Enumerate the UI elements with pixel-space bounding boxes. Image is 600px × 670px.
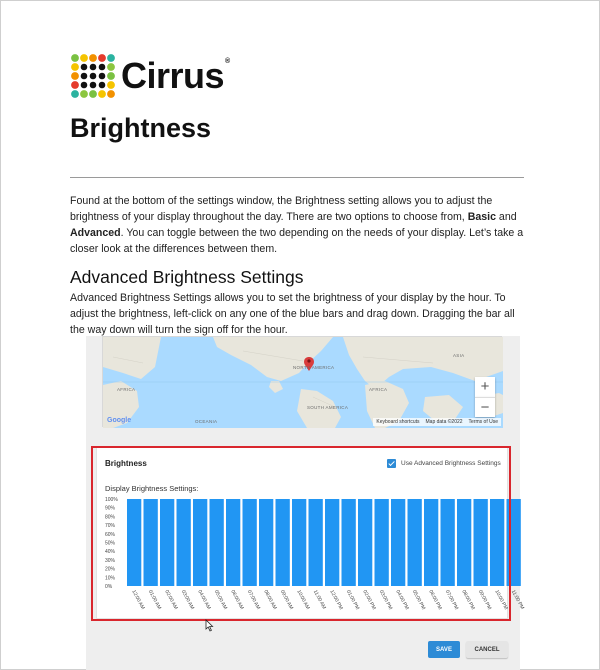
logo-dot [99, 73, 106, 80]
page-title: Brightness [70, 113, 212, 143]
keyboard-shortcuts-link[interactable]: Keyboard shortcuts [376, 419, 420, 425]
map-label: ASIA [453, 353, 465, 358]
x-tick-label: 11:00 PM [509, 589, 526, 611]
map-data-text: Map data ©2022 [425, 419, 463, 425]
y-tick-label: 100% [105, 497, 118, 503]
logo-dot [89, 90, 97, 98]
x-tick-label: 04:00 AM [196, 589, 212, 611]
logo-dot [89, 54, 97, 62]
map-canvas [103, 337, 503, 428]
checkbox-label[interactable]: Use Advanced Brightness Settings [401, 460, 501, 467]
map-footer [373, 418, 501, 426]
y-tick-label: 40% [105, 549, 116, 556]
map-label: NORTH AMERICA [293, 365, 335, 370]
x-tick-label: 07:00 PM [443, 589, 460, 611]
logo-dot [71, 63, 79, 71]
logo-dot [71, 54, 79, 62]
map-label: SOUTH AMERICA [307, 405, 349, 410]
x-tick-label: 01:00 AM [146, 589, 163, 611]
x-tick-label: 02:00 AM [163, 589, 179, 611]
map[interactable] [102, 336, 502, 427]
logo-dot [80, 54, 88, 62]
save-button[interactable]: SAVE [428, 641, 460, 658]
y-tick-label: 70% [105, 523, 116, 530]
x-tick-label: 12:00 AM [130, 589, 146, 611]
google-logo: Google [107, 417, 132, 424]
panel-title: Brightness [105, 459, 147, 468]
intro-paragraph: Found at the bottom of the settings window, the Brightness setting allows you to adjust the brightness of your display throughout the day. There are two options to choose from, Basic and Advanced. You can toggle between the two depending on the needs of your display. Let’s take a closer look at the differences between them. [70, 195, 524, 255]
x-tick-label: 04:00 PM [394, 589, 410, 611]
divider [70, 177, 524, 178]
x-tick-label: 10:00 AM [295, 589, 311, 611]
zoom-in-button[interactable]: + [475, 377, 495, 397]
x-tick-label: 10:00 PM [493, 589, 509, 611]
x-tick-label: 03:00 PM [377, 589, 394, 611]
y-tick-label: 30% [105, 557, 116, 564]
x-tick-label: 02:00 PM [361, 589, 377, 611]
y-tick-label: 50% [105, 540, 116, 547]
logo-dot [99, 64, 106, 71]
logo-dot [98, 54, 106, 62]
logo-dot [107, 90, 115, 98]
logo-dot [71, 81, 79, 89]
y-tick-label: 90% [105, 505, 116, 512]
x-tick-label: 09:00 AM [278, 589, 295, 611]
map-label: AFRICA [117, 387, 136, 392]
section-body: Advanced Brightness Settings allows you to set the brightness of your display by the hour. To adjust the brightness, left-click on any one of the blue bars and drag down. Dragging the bar all the way down will turn the sign off for the hour. [70, 292, 515, 336]
map-label: OCEANIA [195, 419, 218, 424]
logo-dot [107, 54, 115, 62]
y-tick-label: 0% [105, 584, 113, 590]
x-tick-label: 03:00 AM [179, 589, 196, 611]
x-tick-label: 12:00 PM [328, 589, 344, 611]
chart-subhead: Display Brightness Settings: [105, 484, 199, 493]
terms-link[interactable]: Terms of Use [468, 419, 498, 425]
map-label: AFRICA [369, 387, 388, 392]
x-tick-label: 07:00 AM [245, 589, 262, 611]
cirrus-logo-icon [70, 53, 116, 99]
logo-dot [81, 82, 88, 89]
zoom-out-button[interactable]: − [475, 397, 495, 417]
logo-dot [81, 64, 88, 71]
logo-dot [99, 82, 106, 89]
logo-dot [107, 81, 115, 89]
logo-dot [98, 90, 106, 98]
logo-dot [107, 63, 115, 71]
y-tick-label: 10% [105, 575, 116, 582]
x-tick-label: 11:00 AM [311, 589, 327, 611]
x-tick-label: 05:00 PM [410, 589, 427, 611]
logo-dot [90, 64, 97, 71]
x-tick-label: 05:00 AM [212, 589, 229, 611]
x-tick-label: 08:00 AM [262, 589, 278, 611]
section-heading: Advanced Brightness Settings [70, 267, 304, 287]
y-tick-label: 80% [105, 514, 116, 521]
logo-dot [80, 90, 88, 98]
logo-text: Cirrus® [121, 55, 230, 96]
highlight-box [91, 446, 511, 621]
mouse-cursor-icon [205, 619, 214, 632]
cancel-button[interactable]: CANCEL [466, 641, 508, 658]
logo-dot [90, 82, 97, 89]
x-tick-label: 01:00 PM [344, 589, 361, 611]
settings-screenshot [86, 336, 526, 670]
y-tick-label: 60% [105, 531, 116, 538]
x-tick-label: 06:00 PM [427, 589, 443, 611]
logo-dot [71, 72, 79, 80]
cirrus-logo [70, 54, 230, 98]
y-tick-label: 20% [105, 566, 116, 573]
logo-dot [81, 73, 88, 80]
logo-dot [90, 73, 97, 80]
logo-dot [107, 72, 115, 80]
x-tick-label: 08:00 PM [460, 589, 476, 611]
x-tick-label: 06:00 AM [229, 589, 245, 611]
logo-dot [71, 90, 79, 98]
x-tick-label: 09:00 PM [476, 589, 493, 611]
